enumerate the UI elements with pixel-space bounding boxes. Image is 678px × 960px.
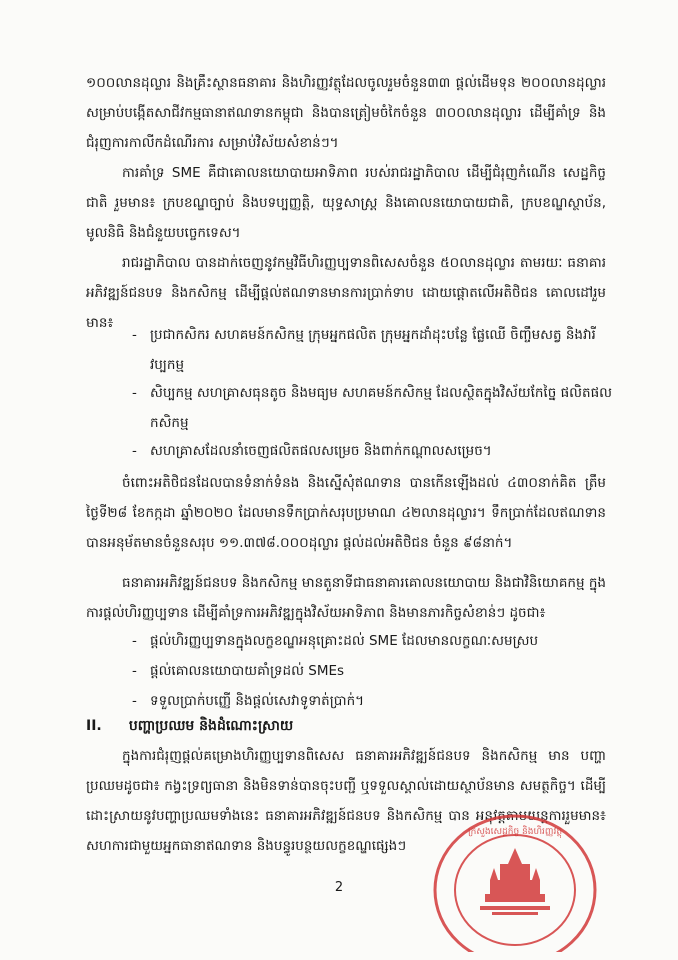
list-item: - សហគ្រាសដែលនាំចេញផលិតផលសម្រេច និងពាក់កណ្ដាលសម្រេច។ <box>132 443 492 459</box>
section-heading <box>86 711 293 741</box>
section-number: II. <box>86 718 102 734</box>
paragraph-client-stats: ចំពោះអតិថិជនដែលបានទំនាក់ទំនង និងស្នើសុំឥណទាន បានកើនឡើងដល់ ៤៣០នាក់គិត ត្រឹមថ្ងៃទី២៨ ខែកក្កដា ឆ្នាំ២០២០ ដែលមានទឹកប្រាក់សរុបប្រមាណ ៤២លានដុល្លារ។ ទឹកប្រាក់ដែលឥណទានបានអនុម័តមានចំនួនសរុប ១១.៣៧៨.០០០ដុល្លារ ផ្ដល់ដល់អតិថិជន ចំនួន ៩៨នាក់។ <box>86 475 606 551</box>
list-item: - ប្រជាកសិករ សហគមន៍កសិកម្ម ក្រុមអ្នកផលិត ក្រុមអ្នកដាំដុះបន្លែ ផ្លែឈើ ចិញ្ចឹមសត្វ និងវារីវប្បកម្ម <box>132 327 596 373</box>
list-item: - សិប្បកម្ម សហគ្រាសធុនតូច និងមធ្យម សហគមន៍កសិកម្ម ដែលស្ថិតក្នុងវិស័យកែច្នៃ ផលិតផលកសិកម្ម <box>132 385 612 431</box>
section-title: បញ្ហាប្រឈម និងដំណោះស្រាយ <box>128 718 294 734</box>
paragraph-challenges: ក្នុងការជំរុញផ្ដល់គម្រោងហិរញ្ញប្បទានពិសេស ធនាគារអភិវឌ្ឍន៍ជនបទ និងកសិកម្ម មាន បញ្ហាប្រឈមដូចជា៖ កង្វះទ្រព្យធានា និងមិនទាន់បានចុះបញ្ជី ឬទទួលស្គាល់ដោយស្ថាប័នមាន សមត្ថកិច្ច។ ដើម្បីដោះស្រាយនូវបញ្ហាប្រឈមទាំងនេះ ធនាគារអភិវឌ្ឍន៍ជនបទ និងកសិកម្ម បាន អនុវត្តតាមយន្តការរួមមាន៖ សហការជាមួយអ្នកធានាឥណទាន និងបន្ធូរបន្ថយលក្ខខណ្ឌផ្សេងៗ <box>86 748 606 854</box>
paragraph-funding: ១០០លានដុល្លារ និងគ្រឹះស្ថានធនាគារ និងហិរញ្ញវត្ថុដែលចូលរួមចំនួន៣៣ ផ្ដល់ដើមទុន ២០០លានដុល្លារ សម្រាប់បង្កើតសាជីវកម្មធានាឥណទានកម្ពុជា និងបានត្រៀមចំកៃចំនួន ៣០០លានដុល្លារ ដើម្បីគាំទ្រ និងជំរុញការកាលីកដំណើរការ សម្រាប់វិស័យសំខាន់ៗ។ <box>86 75 606 151</box>
page-number: 2 <box>334 880 344 895</box>
official-seal-stamp <box>430 812 600 952</box>
paragraph-special-program: រាជរដ្ឋាភិបាល បានដាក់ចេញនូវកម្មវិធីហិរញ្ញប្បទានពិសេសចំនួន ៥០លានដុល្លារ តាមរយៈ ធនាគារអភិវឌ្ឍន៍ជនបទ និងកសិកម្ម ដើម្បីផ្ដល់ឥណទានមានការប្រាក់ទាប ដោយផ្តោតលើអតិថិជន គោលដៅរួមមាន៖ <box>86 255 606 331</box>
list-item: - ផ្ដល់ហិរញ្ញប្បទានក្នុងលក្ខខណ្ឌអនុគ្រោះដល់ SME ដែលមានលក្ខណៈសមស្រប <box>132 633 539 649</box>
list-item: - ផ្ដល់គោលនយោបាយគាំទ្រដល់ SMEs <box>132 663 345 679</box>
stamp-text: ក្រសួងសេដ្ឋកិច្ច និងហិរញ្ញវត្ថុ <box>467 827 563 837</box>
list-item: - ទទួលប្រាក់បញ្ញើ និងផ្ដល់សេវាទូទាត់ប្រាក់។ <box>132 693 365 709</box>
paragraph-bank-role: ធនាគារអភិវឌ្ឍន៍ជនបទ និងកសិកម្ម មានតួនាទីជាធនាគារគោលនយោបាយ និងជាវិនិយោគកម្ម ក្នុងការផ្ដល់ហិរញ្ញប្បទាន ដើម្បីគាំទ្រការអភិវឌ្ឍក្នុងវិស័យអាទិភាព និងមានភារកិច្ចសំខាន់ៗ ដូចជា៖ <box>86 575 606 621</box>
paragraph-sme-support: ការគាំទ្រ SME គឺជាគោលនយោបាយអាទិភាព របស់រាជរដ្ឋាភិបាល ដើម្បីជំរុញកំណើន សេដ្ឋកិច្ចជាតិ រួមមាន៖ ក្របខណ្ឌច្បាប់ និងបទប្បញ្ញត្តិ, យុទ្ធសាស្ត្រ និងគោលនយោបាយជាតិ, ក្របខណ្ឌស្ថាប័ន, មូលនិធិ និងជំនួយបច្ចេកទេស។ <box>86 165 606 241</box>
